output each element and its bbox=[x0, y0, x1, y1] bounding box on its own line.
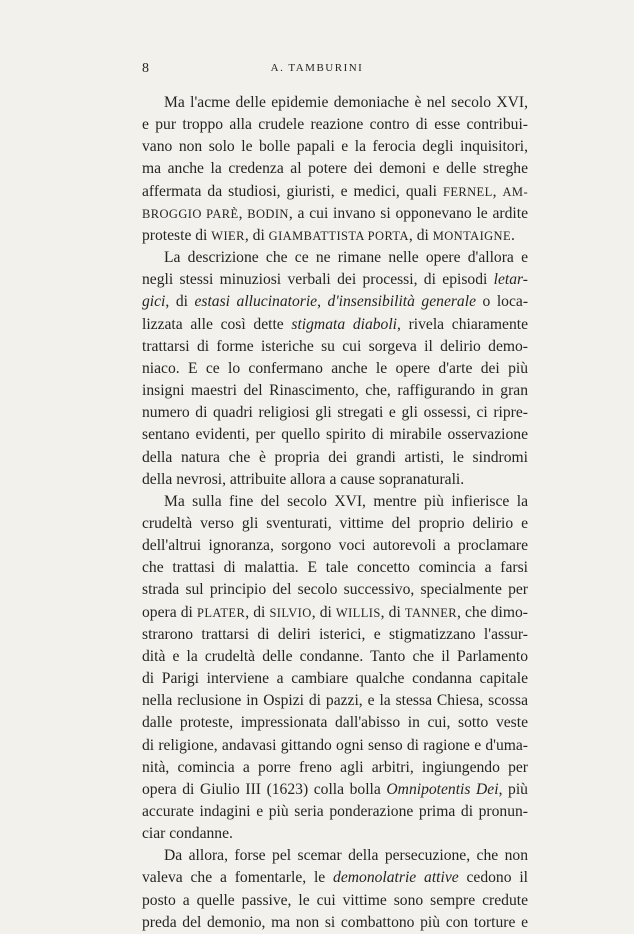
text-run: o loca- bbox=[476, 293, 529, 311]
text-run: , bbox=[317, 293, 328, 311]
text-line bbox=[142, 491, 528, 513]
text-run: accurate indagini e più seria ponderazione prima di pronun- bbox=[142, 803, 528, 820]
text-line bbox=[142, 890, 528, 912]
text-run: trattarsi di forme isteriche su cui sorgeva il delirio demo- bbox=[142, 337, 528, 355]
text-line bbox=[142, 646, 528, 668]
text-run: . bbox=[511, 226, 515, 244]
text-run: opera di bbox=[142, 603, 197, 621]
text-line bbox=[142, 779, 528, 801]
text-run: , di bbox=[245, 603, 270, 621]
text-line bbox=[142, 336, 528, 358]
text-line bbox=[142, 712, 528, 734]
text-line bbox=[142, 114, 528, 136]
italic-term: Omnipotentis Dei bbox=[386, 780, 499, 798]
text-run: Da allora, forse pel scemar della persecuzione, che non bbox=[164, 847, 528, 865]
text-line bbox=[142, 247, 528, 269]
text-line bbox=[142, 513, 528, 535]
text-run: valeva che a fomentarle, le bbox=[142, 869, 334, 887]
text-line bbox=[142, 136, 528, 158]
text-run: lizzata alle così dette bbox=[142, 315, 292, 333]
text-run: proteste di bbox=[142, 226, 212, 244]
text-run: ma anche la credenza al potere dei demoni e delle streghe bbox=[142, 160, 528, 178]
text-run: sentano evidenti, per quello spirito di mirabile osservazione bbox=[142, 426, 528, 444]
text-run: Ma l'acme delle epidemie demoniache è nel secolo XVI, bbox=[164, 94, 528, 111]
running-head: A. TAMBURINI bbox=[270, 62, 364, 74]
text-line bbox=[142, 912, 528, 934]
name-smallcaps: FERNEL bbox=[442, 184, 493, 199]
paragraph bbox=[142, 92, 528, 247]
page-number: 8 bbox=[142, 61, 149, 76]
text-line bbox=[142, 269, 528, 291]
paragraph bbox=[142, 247, 528, 491]
text-run: strada sul principio del secolo successivo, specialmente per bbox=[142, 581, 528, 599]
text-run: , di bbox=[311, 603, 336, 621]
text-line bbox=[142, 690, 528, 712]
text-line bbox=[142, 579, 528, 601]
text-line bbox=[142, 181, 528, 203]
text-run: ciar condanne. bbox=[142, 825, 233, 843]
italic-term: d'insensibilità generale bbox=[327, 293, 476, 311]
text-line bbox=[142, 447, 528, 469]
body-text bbox=[142, 92, 528, 934]
text-line bbox=[142, 225, 528, 247]
text-line bbox=[142, 358, 528, 380]
text-line bbox=[142, 735, 528, 757]
text-run: opera di Giulio III (1623) colla bolla bbox=[142, 780, 387, 798]
text-run: dell'altrui ignoranza, sorgono voci autorevoli a proclamare bbox=[142, 537, 528, 555]
text-run: preda del demonio, ma non si combattono più con torture e bbox=[142, 913, 528, 931]
paragraph bbox=[142, 845, 528, 934]
text-line bbox=[142, 424, 528, 446]
text-run: e pur troppo alla crudele reazione contro di esse contribui- bbox=[142, 116, 528, 134]
text-run: crudeltà verso gli sventurati, vittime del proprio delirio e bbox=[142, 514, 528, 532]
text-run: negli stessi minuziosi verbali dei processi, di episodi bbox=[142, 271, 494, 289]
paragraph bbox=[142, 491, 528, 846]
name-smallcaps: BROGGIO PARÈ bbox=[142, 206, 239, 221]
text-run: posto a quelle passive, le cui vittime sono sempre credute bbox=[142, 891, 528, 909]
text-line bbox=[142, 624, 528, 646]
text-run: niaco. E ce lo confermano anche le opere d'arte dei più bbox=[142, 359, 528, 377]
text-run: della nevrosi, attribuite allora a cause sopranaturali. bbox=[142, 470, 465, 488]
italic-term: demonolatrie attive bbox=[333, 869, 459, 887]
text-run: , di bbox=[408, 226, 433, 244]
text-line bbox=[142, 203, 528, 225]
text-run: cedono il bbox=[458, 869, 528, 887]
text-run: vano non solo le bolle papali e la ferocia degli inquisitori, bbox=[142, 138, 528, 156]
text-line bbox=[142, 757, 528, 779]
name-smallcaps: BODIN bbox=[247, 206, 289, 221]
italic-term: gici bbox=[142, 293, 166, 311]
text-run: , a cui invano si opponevano le ardite bbox=[288, 204, 528, 222]
text-run: nità, comincia a porre freno agli arbitri, ingiungendo per bbox=[142, 758, 528, 776]
text-run: strarono trattarsi di deliri isterici, e stigmatizzano l'assur- bbox=[142, 625, 528, 643]
text-run: dalle proteste, impressionata dall'abisso in cui, sotto veste bbox=[142, 714, 528, 732]
name-smallcaps: AM- bbox=[502, 184, 529, 199]
text-line bbox=[142, 668, 528, 690]
text-line bbox=[142, 602, 528, 624]
text-run: Ma sulla fine del secolo XVI, mentre più infierisce la bbox=[164, 492, 528, 510]
text-line bbox=[142, 92, 528, 114]
name-smallcaps: WILLIS bbox=[335, 605, 381, 620]
text-line bbox=[142, 158, 528, 180]
name-smallcaps: GIAMBATTISTA PORTA bbox=[268, 228, 409, 243]
italic-term: stigmata diaboli bbox=[291, 315, 398, 333]
text-run: , bbox=[492, 182, 503, 200]
text-run: , che dimo- bbox=[457, 603, 528, 621]
text-run: , di bbox=[165, 293, 195, 311]
text-run: della natura che è propria dei grandi artisti, le sindromi bbox=[142, 448, 528, 466]
text-line bbox=[142, 557, 528, 579]
text-run: , bbox=[238, 204, 248, 222]
text-line bbox=[142, 402, 528, 424]
name-smallcaps: WIER bbox=[211, 228, 245, 243]
page-header bbox=[0, 61, 634, 81]
name-smallcaps: PLATER bbox=[196, 605, 246, 620]
text-run: , di bbox=[244, 226, 269, 244]
text-line bbox=[142, 469, 528, 491]
text-run: di religione, andavasi gittando ogni senso di ragione e d'uma- bbox=[142, 736, 528, 754]
text-run: dità e la crudeltà delle condanne. Tanto che il Parlamento bbox=[142, 647, 528, 665]
text-line bbox=[142, 291, 528, 313]
italic-term: letar- bbox=[493, 271, 528, 289]
name-smallcaps: MONTAIGNE bbox=[432, 228, 512, 243]
text-run: che trattasi di malattia. E tale concetto comincia a farsi bbox=[142, 559, 528, 577]
text-line bbox=[142, 535, 528, 557]
italic-term: estasi allucinatorie bbox=[194, 293, 318, 311]
name-smallcaps: SILVIO bbox=[269, 605, 312, 620]
text-line bbox=[142, 380, 528, 402]
text-line bbox=[142, 314, 528, 336]
text-run: La descrizione che ce ne rimane nelle opere d'allora e bbox=[164, 249, 528, 267]
text-run: affermata da studiosi, giuristi, e medici, quali bbox=[142, 182, 443, 200]
text-line bbox=[142, 823, 528, 845]
text-run: numero di quadri religiosi gli stregati e gli ossessi, ci ripre- bbox=[142, 404, 528, 422]
text-line bbox=[142, 867, 528, 889]
text-line bbox=[142, 801, 528, 823]
text-line bbox=[142, 845, 528, 867]
text-run: , rivela chiaramente bbox=[397, 315, 528, 333]
text-run: , più bbox=[498, 780, 528, 798]
text-run: di Parigi interviene a cambiare qualche condanna capitale bbox=[142, 670, 528, 688]
text-run: insigni maestri del Rinascimento, che, raffigurando in gran bbox=[142, 382, 528, 400]
name-smallcaps: TANNER bbox=[404, 605, 457, 620]
text-run: , di bbox=[380, 603, 405, 621]
text-run: nella reclusione in Ospizi di pazzi, e la stessa Chiesa, scossa bbox=[142, 692, 528, 710]
